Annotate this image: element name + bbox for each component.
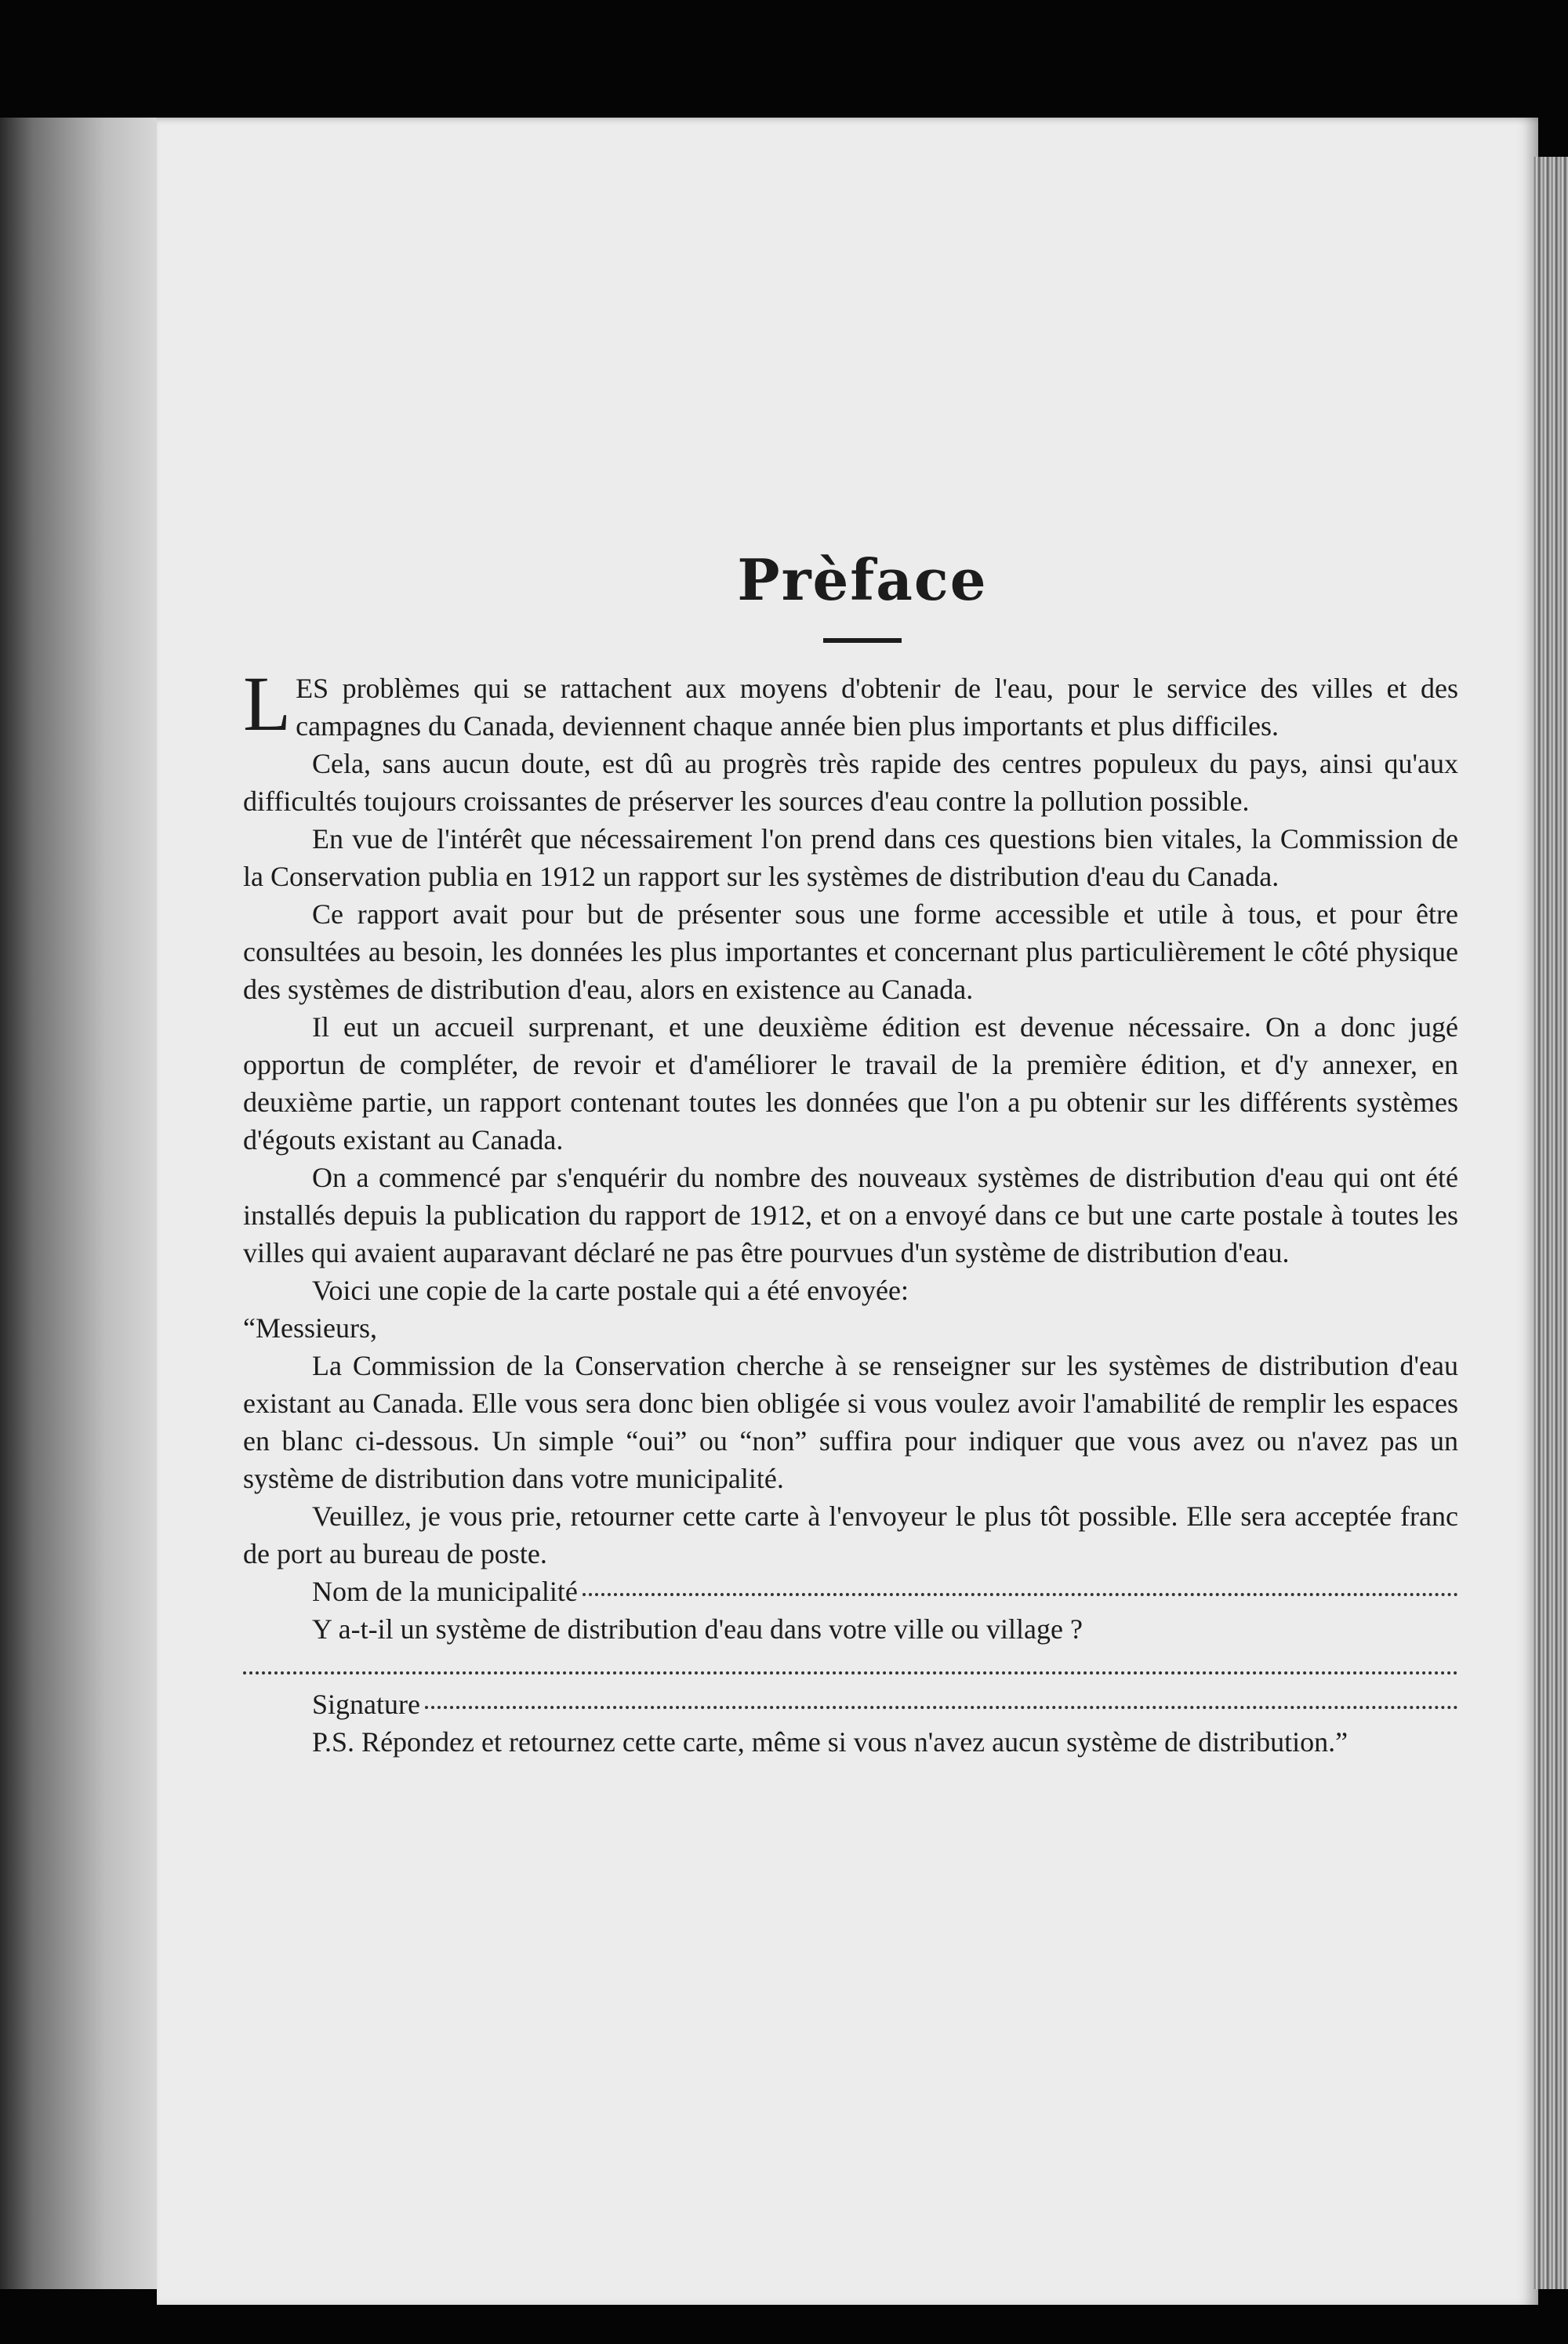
book-left-edge — [0, 118, 161, 2289]
municipality-field — [243, 1573, 1458, 1610]
question-blank — [243, 1648, 1458, 1675]
page-content — [243, 419, 1458, 1761]
paragraph-3: En vue de l'intérêt que nécessairement l'on prend dans ces questions bien vitales, la Commission de la Conservation publia en 1912 un rapport sur les systèmes de distribution d'eau du Canada. — [243, 823, 1458, 892]
page-title: Prèface — [737, 546, 988, 613]
signature-field — [243, 1685, 1458, 1723]
paragraph-5: Il eut un accueil surprenant, et une deuxième édition est devenue nécessaire. On a donc jugé opportun de compléter, de revoir et d'améliorer le travail de la première édition, et d'y annexer, en deuxième partie, un rapport contenant toutes les données que l'on a pu obtenir sur les différents systèmes d'égouts existant au Canada. — [243, 1011, 1458, 1156]
letter-salutation: “Messieurs, — [243, 1312, 377, 1344]
postscript: P.S. Répondez et retournez cette carte, même si vous n'avez aucun système de distribution.” — [312, 1726, 1348, 1758]
municipality-label: Nom de la municipalité — [312, 1576, 578, 1607]
municipality-blank — [583, 1593, 1458, 1596]
signature-blank — [425, 1706, 1458, 1709]
paragraph-7: Voici une copie de la carte postale qui a été envoyée: — [312, 1275, 909, 1306]
paragraph-2: Cela, sans aucun doute, est dû au progrès très rapide des centres populeux du pays, ainsi qu'aux difficultés toujours croissantes de préserver les sources d'eau contre la pollution possible. — [243, 748, 1458, 817]
page-sheet — [157, 118, 1538, 2305]
title-rule — [823, 638, 902, 643]
book-right-edge — [1533, 157, 1568, 2289]
letter-paragraph-2: Veuillez, je vous prie, retourner cette carte à l'envoyeur le plus tôt possible. Elle sera acceptée franc de port au bureau de poste. — [243, 1500, 1458, 1569]
paragraph-4: Ce rapport avait pour but de présenter sous une forme accessible et utile à tous, et pour être consultées au besoin, les données les plus importantes et concernant plus particulièrement le côté physique des systèmes de distribution d'eau, alors en existence au Canada. — [243, 898, 1458, 1005]
paragraph-1-text: ES problèmes qui se rattachent aux moyens d'obtenir de l'eau, pour le service des villes et des campagnes du Canada, deviennent chaque année bien plus importants et plus difficiles. — [296, 673, 1458, 742]
paragraph-1 — [243, 660, 1458, 747]
form-question: Y a-t-il un système de distribution d'eau dans votre ville ou village ? — [312, 1613, 1083, 1645]
drop-cap: L — [243, 660, 292, 747]
signature-label: Signature — [312, 1689, 420, 1720]
letter-paragraph-1: La Commission de la Conservation cherche à se renseigner sur les systèmes de distribution d'eau existant au Canada. Elle vous sera donc bien obligée si vous voulez avoir l'amabilité de remplir les espaces en blanc ci-dessous. Un simple “oui” ou “non” suffira pour indiquer que vous avez ou n'avez pas un système de distribution dans votre municipalité. — [243, 1350, 1458, 1494]
paragraph-6: On a commencé par s'enquérir du nombre des nouveaux systèmes de distribution d'eau qui ont été installés depuis la publication du rapport de 1912, et on a envoyé dans ce but une carte postale à toutes les villes qui avaient auparavant déclaré ne pas être pourvues d'un système de distribution d'eau. — [243, 1162, 1458, 1268]
